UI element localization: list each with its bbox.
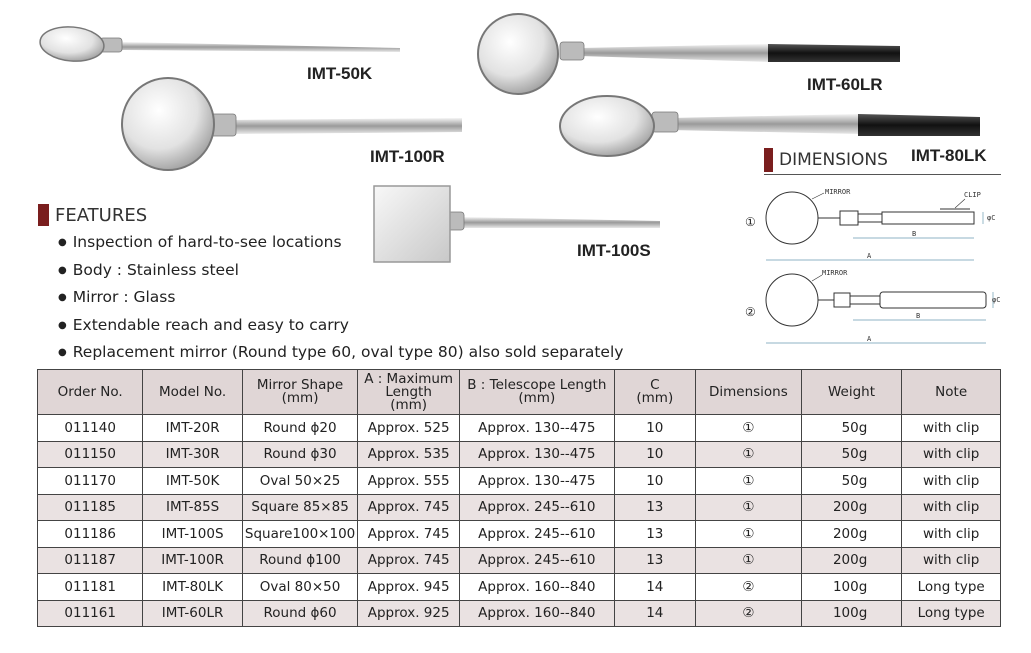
cell-shape: Oval 50×25 [242,468,357,495]
cell-c: 13 [614,494,695,521]
table-row [38,574,1001,601]
header-text: Length [385,383,432,400]
cell-c: 10 [614,468,695,495]
cell-weight: 100g [801,600,902,627]
mirror-label: MIRROR [822,269,848,277]
cell-order: 011161 [38,600,143,627]
cell-max-length: Approx. 535 [358,441,460,468]
cell-telescope-length: Approx. 130--475 [460,415,615,442]
cell-telescope-length: Approx. 160--840 [460,574,615,601]
dimension-diagrams [740,178,1005,348]
cell-order: 011181 [38,574,143,601]
feature-item: ● Body : Stainless steel [58,258,623,286]
header-text: Mirror Shape [256,377,344,393]
spec-table [37,369,1001,627]
heading-bar [38,204,49,226]
cell-shape: Round ϕ30 [242,441,357,468]
cell-weight: 50g [801,441,902,468]
cell-telescope-length: Approx. 160--840 [460,600,615,627]
header-text: A : Maximum [364,370,454,387]
header-telescope-length [460,370,615,415]
cell-dimensions: ② [696,600,802,627]
clip-label: CLIP [964,191,981,199]
cell-max-length: Approx. 925 [358,600,460,627]
cell-dimensions: ① [696,441,802,468]
cell-model: IMT-60LR [143,600,243,627]
cell-shape: Square100×100 [242,521,357,548]
cell-dimensions: ① [696,547,802,574]
dim-a-label: A [867,252,872,260]
cell-order: 011140 [38,415,143,442]
features-list [58,230,623,368]
cell-note: with clip [902,547,1001,574]
cell-note: with clip [902,441,1001,468]
cell-c: 10 [614,415,695,442]
dimension-diagram-1 [745,188,995,260]
cell-telescope-length: Approx. 245--610 [460,547,615,574]
table-header-row [38,370,1001,415]
cell-dimensions: ① [696,468,802,495]
cell-dimensions: ① [696,494,802,521]
table-row [38,494,1001,521]
features-section [38,204,623,368]
model-label-imt-100s: IMT-100S [577,241,651,260]
imt-50k-photo [39,24,400,63]
cell-order: 011150 [38,441,143,468]
cell-model: IMT-20R [143,415,243,442]
header-c [614,370,695,415]
feature-item: ● Extendable reach and easy to carry [58,313,623,341]
table-row [38,468,1001,495]
dimensions-rule [764,174,1001,175]
header-order-no: Order No. [38,370,143,415]
cell-max-length: Approx. 555 [358,468,460,495]
cell-c: 13 [614,521,695,548]
dimensions-heading [764,148,888,172]
header-note: Note [902,370,1001,415]
dim-b-label: B [916,312,921,320]
cell-note: with clip [902,468,1001,495]
header-mirror-shape [242,370,357,415]
header-unit: (mm) [281,390,319,406]
header-weight: Weight [801,370,902,415]
table-row [38,441,1001,468]
header-model-no: Model No. [143,370,243,415]
cell-weight: 100g [801,574,902,601]
cell-shape: Round ϕ100 [242,547,357,574]
cell-model: IMT-30R [143,441,243,468]
cell-weight: 50g [801,468,902,495]
model-label-imt-80lk: IMT-80LK [911,146,987,165]
dim-a-label: A [867,335,872,343]
cell-weight: 50g [801,415,902,442]
cell-max-length: Approx. 945 [358,574,460,601]
model-label-imt-60lr: IMT-60LR [807,75,883,94]
cell-model: IMT-100R [143,547,243,574]
header-dimensions: Dimensions [696,370,802,415]
cell-max-length: Approx. 745 [358,521,460,548]
cell-order: 011187 [38,547,143,574]
mirror-label: MIRROR [825,188,851,196]
cell-c: 14 [614,574,695,601]
features-title: FEATURES [55,204,148,226]
cell-note: Long type [902,600,1001,627]
cell-note: with clip [902,494,1001,521]
cell-max-length: Approx. 525 [358,415,460,442]
table-row [38,600,1001,627]
feature-item: ● Inspection of hard-to-see locations [58,230,623,258]
cell-shape: Round ϕ60 [242,600,357,627]
cell-telescope-length: Approx. 130--475 [460,441,615,468]
header-unit: (mm) [390,396,428,413]
table-row [38,547,1001,574]
cell-order: 011170 [38,468,143,495]
cell-weight: 200g [801,494,902,521]
cell-c: 14 [614,600,695,627]
dim-c-label: φC [992,296,1001,304]
cell-telescope-length: Approx. 245--610 [460,494,615,521]
dimension-diagram-2 [745,269,1000,343]
heading-bar [764,148,773,172]
cell-note: with clip [902,521,1001,548]
cell-dimensions: ② [696,574,802,601]
cell-max-length: Approx. 745 [358,547,460,574]
feature-item: ● Mirror : Glass [58,285,623,313]
header-unit: (mm) [636,390,674,406]
cell-model: IMT-100S [143,521,243,548]
features-heading [38,204,623,226]
cell-model: IMT-85S [143,494,243,521]
cell-shape: Round ϕ20 [242,415,357,442]
table-row [38,521,1001,548]
diagram-number: ① [745,215,756,229]
cell-order: 011185 [38,494,143,521]
cell-model: IMT-80LK [143,574,243,601]
table-row [38,415,1001,442]
cell-c: 10 [614,441,695,468]
header-unit: (mm) [518,390,556,406]
cell-c: 13 [614,547,695,574]
cell-note: with clip [902,415,1001,442]
header-text: B : Telescope Length [467,377,607,393]
cell-dimensions: ① [696,521,802,548]
dim-b-label: B [912,230,917,238]
model-label-imt-100r: IMT-100R [370,147,445,166]
feature-item: ● Replacement mirror (Round type 60, oval type 80) also sold separately [58,340,623,368]
cell-dimensions: ① [696,415,802,442]
model-label-imt-50k: IMT-50K [307,64,373,83]
cell-shape: Oval 80×50 [242,574,357,601]
cell-weight: 200g [801,547,902,574]
dim-c-label: φC [987,214,996,222]
cell-max-length: Approx. 745 [358,494,460,521]
cell-weight: 200g [801,521,902,548]
header-text: C [650,377,660,393]
diagram-number: ② [745,305,756,319]
cell-telescope-length: Approx. 130--475 [460,468,615,495]
cell-order: 011186 [38,521,143,548]
header-max-length [358,370,460,415]
cell-note: Long type [902,574,1001,601]
dimensions-title: DIMENSIONS [779,150,888,170]
cell-shape: Square 85×85 [242,494,357,521]
cell-telescope-length: Approx. 245--610 [460,521,615,548]
cell-model: IMT-50K [143,468,243,495]
